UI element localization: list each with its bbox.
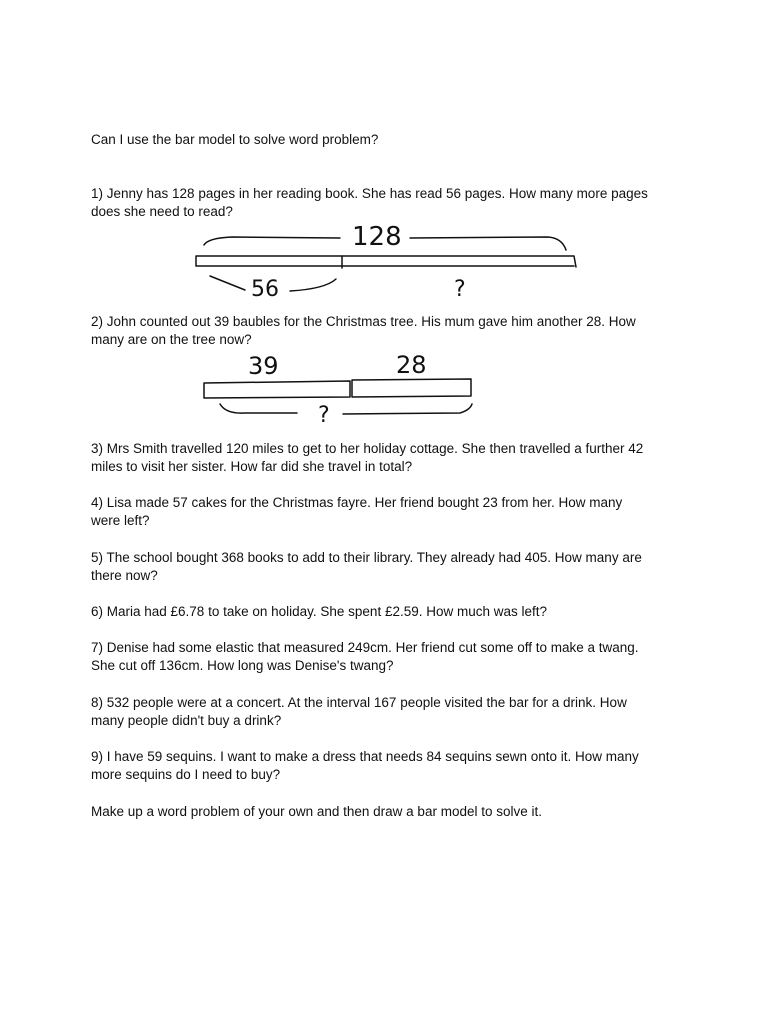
question-2-line-2: many are on the tree now? <box>91 332 252 347</box>
question-3-line-1: 3) Mrs Smith travelled 120 miles to get to her holiday cottage. She then travelled a further 42 <box>91 441 644 456</box>
q2-part-1-label: 39 <box>248 352 279 380</box>
question-1-line-2: does she need to read? <box>91 204 233 219</box>
q2-total-brace-right <box>343 404 472 414</box>
question-9-line-2: more sequins do I need to buy? <box>91 767 281 782</box>
question-7-line-1: 7) Denise had some elastic that measured 249cm. Her friend cut some off to make a twang. <box>91 640 639 655</box>
question-1-line-1: 1) Jenny has 128 pages in her reading book. She has read 56 pages. How many more pages <box>91 186 648 201</box>
question-2-line-1: 2) John counted out 39 baubles for the Christmas tree. His mum gave him another 28. How <box>91 314 636 329</box>
q1-part-brace-left <box>210 276 245 290</box>
question-6-line-1: 6) Maria had £6.78 to take on holiday. She spent £2.59. How much was left? <box>91 604 548 619</box>
q1-total-label: 128 <box>352 222 402 252</box>
question-7-line-2: She cut off 136cm. How long was Denise's twang? <box>91 658 394 673</box>
q2-part-2-label: 28 <box>396 351 427 379</box>
closing-instruction: Make up a word problem of your own and then draw a bar model to solve it. <box>91 804 542 819</box>
q2-unknown-label: ? <box>318 403 330 428</box>
question-9-line-1: 9) I have 59 sequins. I want to make a dress that needs 84 sequins sewn onto it. How many <box>91 749 639 764</box>
question-8-line-1: 8) 532 people were at a concert. At the interval 167 people visited the bar for a drink. How <box>91 695 627 710</box>
worksheet-title: Can I use the bar model to solve word problem? <box>91 132 379 147</box>
q2-bar-1-outline <box>204 381 350 398</box>
q1-unknown-label: ? <box>454 277 466 302</box>
question-5-line-2: there now? <box>91 568 158 583</box>
q1-total-brace-left <box>204 237 340 245</box>
question-4-line-1: 4) Lisa made 57 cakes for the Christmas fayre. Her friend bought 23 from her. How many <box>91 495 623 510</box>
q2-total-brace-left <box>220 404 297 413</box>
q1-part-label: 56 <box>251 277 279 302</box>
q2-bar-2-outline <box>352 379 471 397</box>
question-4-line-2: were left? <box>91 513 150 528</box>
q1-bar-outline <box>196 256 576 267</box>
question-8-line-2: many people didn't buy a drink? <box>91 713 282 728</box>
question-3-line-2: miles to visit her sister. How far did she travel in total? <box>91 459 413 474</box>
q1-part-brace-right <box>290 279 336 291</box>
q1-total-brace-right <box>410 237 566 250</box>
question-5-line-1: 5) The school bought 368 books to add to their library. They already had 405. How many are <box>91 550 642 565</box>
